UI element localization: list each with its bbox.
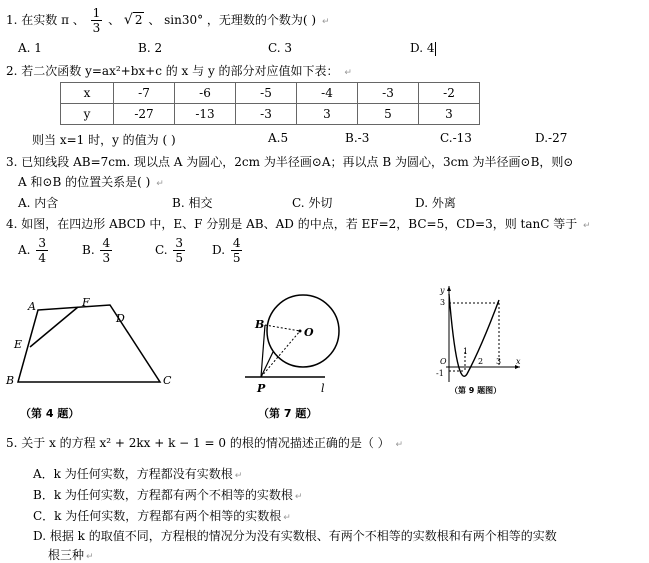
q3-option-c[interactable]: C. 外切 (292, 196, 333, 210)
paragraph-mark-icon: ↵ (344, 68, 352, 78)
figure-9-graph (420, 282, 535, 402)
sqrt-symbol: √ (123, 12, 133, 28)
q2-option-d[interactable]: D.-27 (535, 131, 568, 145)
q3-option-d[interactable]: D. 外离 (415, 196, 456, 210)
q2-option-c[interactable]: C.-13 (440, 131, 472, 145)
q4-option-d[interactable]: D. $\frac{4}{5}$ (212, 236, 241, 265)
paragraph-mark-icon: ↵ (86, 552, 94, 562)
q3-option-a[interactable]: A. 内含 (18, 196, 59, 210)
fig7-caption: （第 7 题） (258, 407, 318, 420)
paragraph-mark-icon: ↵ (156, 179, 164, 189)
fig4-label-f: F (82, 296, 90, 309)
q5-option-b[interactable]: B．k 为任何实数，方程都有两个不相等的实数根 ↵ (33, 488, 303, 502)
q2-followup: 则当 x=1 时，y 的值为 ( ) (32, 133, 176, 147)
q5-option-d-cont: 根三种 ↵ (48, 548, 94, 562)
fig4-label-d: D (116, 312, 125, 325)
fig9-label-x: x (516, 357, 521, 366)
q3-stem-line2: A 和⊙B 的位置关系是( ) ↵ (18, 175, 164, 189)
fig9-label-o: O (440, 357, 447, 366)
q4-option-c[interactable]: C. $\frac{3}{5}$ (155, 236, 184, 265)
q5-option-d[interactable]: D. 根据 k 的取值不同，方程根的情况分为没有实数根、有两个不相等的实数根和有两个相等的实数 (33, 529, 557, 543)
fig9-label-y: y (440, 286, 445, 295)
q3-stem-line1: 3. 已知线段 AB=7cm. 现以点 A 为圆心，2cm 为半径画⊙A；再以点 B 为圆心，3cm 为半径画⊙B，则⊙ (6, 155, 574, 169)
fig9-label-3y: 3 (440, 298, 446, 307)
q2-value-table (60, 82, 480, 125)
q3-option-b[interactable]: B. 相交 (172, 196, 213, 210)
fig9-label-3x: 3 (496, 357, 502, 366)
fig7-label-b: B (255, 318, 265, 331)
fig4-label-c: C (163, 374, 172, 387)
q1-sqrt-value: 2 (134, 13, 143, 27)
text-cursor (435, 42, 436, 56)
paragraph-mark-icon: ↵ (283, 513, 291, 523)
fig4-label-b: B (6, 374, 15, 387)
fig7-label-p: P (257, 382, 266, 395)
q2-stem: 2. 若二次函数 y=ax²+bx+c 的 x 与 y 的部分对应值如下表： ↵ (6, 64, 352, 78)
paragraph-mark-icon: ↵ (321, 17, 330, 27)
q1-option-a[interactable]: A. 1 (18, 41, 42, 55)
q4-stem: 4. 如图，在四边形 ABCD 中，E、F 分别是 AB、AD 的中点，若 EF=2，BC=5，CD=3，则 tanC 等于 ↵ (6, 217, 591, 231)
fig7-label-o: O (304, 326, 314, 339)
q2-option-a[interactable]: A.5 (268, 131, 289, 145)
paragraph-mark-icon: ↵ (583, 221, 591, 231)
fig9-caption: （第 9 题图） (450, 386, 502, 395)
paragraph-mark-icon: ↵ (395, 440, 404, 450)
q1-option-d[interactable]: D. 4 (410, 41, 435, 55)
fig9-label-1: 1 (463, 347, 469, 356)
q5-option-a[interactable]: A．k 为任何实数，方程都没有实数根 ↵ (33, 467, 243, 481)
q5-stem: 5. 关于 x 的方程 x² + 2kx + k − 1 = 0 的根的情况描述正确的是（ ） ↵ (6, 436, 404, 450)
q1-option-c[interactable]: C. 3 (268, 41, 293, 55)
table-row: y -27 -13 -3 3 5 3 (61, 104, 480, 125)
fig7-label-l: l (321, 382, 325, 395)
figure-4-quadrilateral (0, 290, 190, 420)
q4-option-b[interactable]: B. $\frac{4}{3}$ (82, 236, 111, 265)
table-row: x -7 -6 -5 -4 -3 -2 (61, 83, 480, 104)
figure-7-circle (245, 290, 355, 405)
q2-option-b[interactable]: B.-3 (345, 131, 370, 145)
fig4-caption: （第 4 题） (20, 407, 80, 420)
fig4-label-e: E (14, 338, 23, 351)
fig9-label-2: 2 (478, 357, 484, 366)
paragraph-mark-icon: ↵ (294, 492, 303, 502)
paragraph-mark-icon: ↵ (234, 471, 243, 481)
q1-option-b[interactable]: B. 2 (138, 41, 163, 55)
q1-stem: 1. 在实数 π 、 $\frac{1}{3}$ 、 √ 2 、 sin30° ，无理数的个数为( ) ↵ (6, 6, 330, 35)
fig4-label-a: A (28, 300, 36, 313)
fig9-label-neg1: -1 (436, 369, 444, 378)
q1-fraction: $\frac{1}{3}$ (92, 6, 101, 35)
q4-option-a[interactable]: A. $\frac{3}{4}$ (18, 236, 46, 265)
q5-option-c[interactable]: C．k 为任何实数，方程都有两个相等的实数根 ↵ (33, 509, 291, 523)
